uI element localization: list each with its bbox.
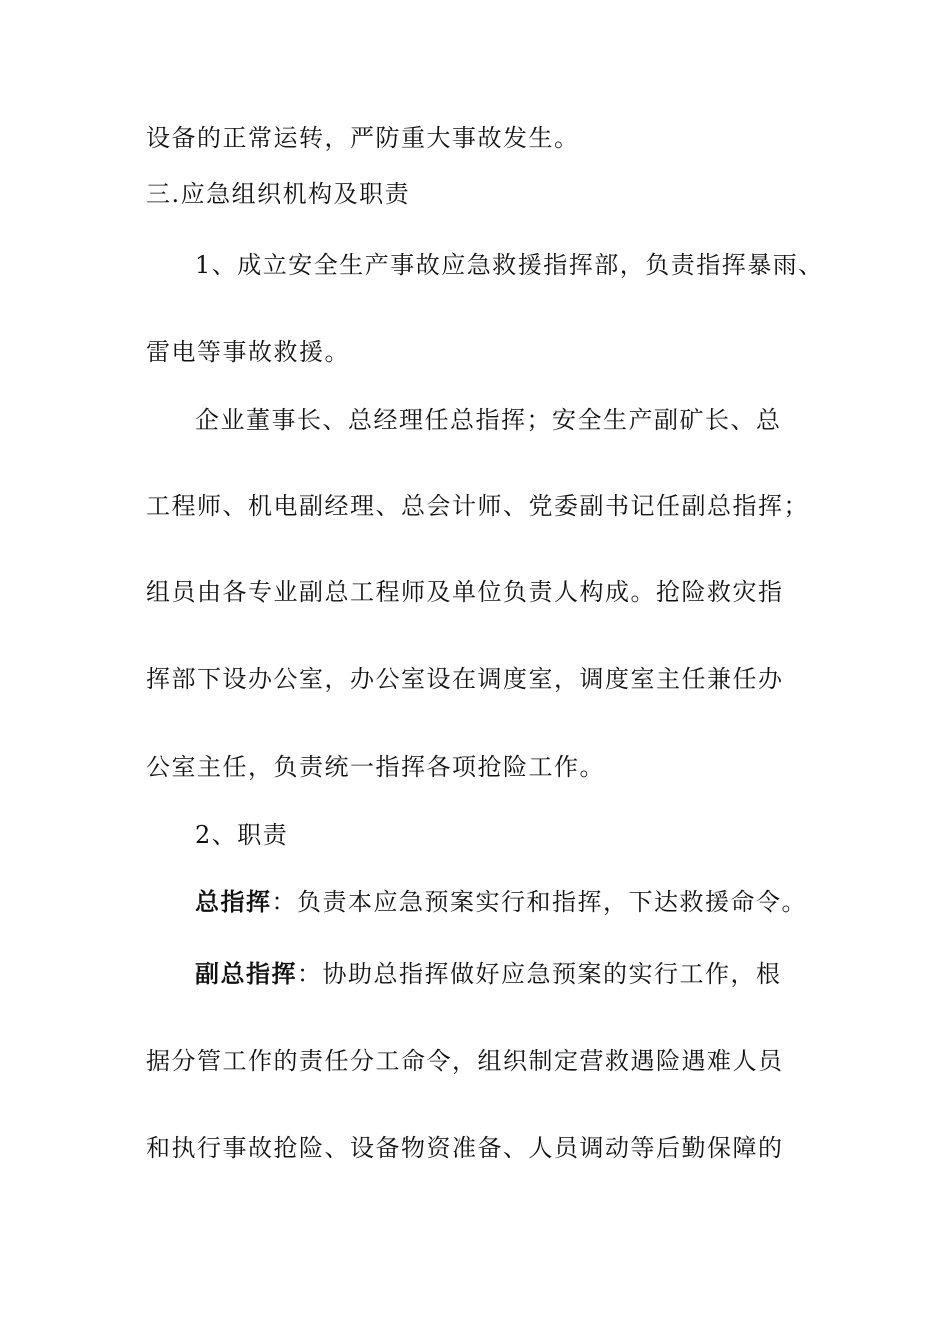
text-line-1: 设备的正常运转，严防重大事故发生。 bbox=[146, 124, 580, 152]
text-line-7: 组员由各专业副总工程师及单位负责人构成。抢险救灾指 bbox=[146, 578, 784, 606]
text-line-9: 公室主任，负责统一指挥各项抢险工作。 bbox=[146, 753, 605, 781]
duty-deputy-text: ：协助总指挥做好应急预案的实行工作，根 bbox=[297, 960, 782, 988]
duty-general-label: 总指挥 bbox=[195, 887, 272, 916]
section-heading: 三.应急组织机构及职责 bbox=[146, 180, 411, 208]
duty-general-line bbox=[195, 886, 807, 918]
text-line-14: 和执行事故抢险、设备物资准备、人员调动等后勤保障的 bbox=[146, 1134, 784, 1162]
text-line-13: 据分管工作的责任分工命令，组织制定营救遇险遇难人员 bbox=[146, 1047, 784, 1075]
text-line-4: 雷电等事故救援。 bbox=[146, 338, 350, 366]
subsection-heading: 2、职责 bbox=[195, 821, 289, 849]
duty-general-text: ：负责本应急预案实行和指挥，下达救援命令。 bbox=[271, 888, 807, 916]
duty-deputy-line bbox=[195, 958, 782, 990]
duty-deputy-label: 副总指挥 bbox=[195, 959, 297, 988]
text-line-8: 挥部下设办公室，办公室设在调度室，调度室主任兼任办 bbox=[146, 665, 784, 693]
text-line-3: 1、成立安全生产事故应急救援指挥部，负责指挥暴雨、 bbox=[195, 251, 824, 279]
text-line-5: 企业董事长、总经理任总指挥；安全生产副矿长、总 bbox=[195, 406, 782, 434]
text-line-6: 工程师、机电副经理、总会计师、党委副书记任副总指挥； bbox=[146, 492, 809, 520]
